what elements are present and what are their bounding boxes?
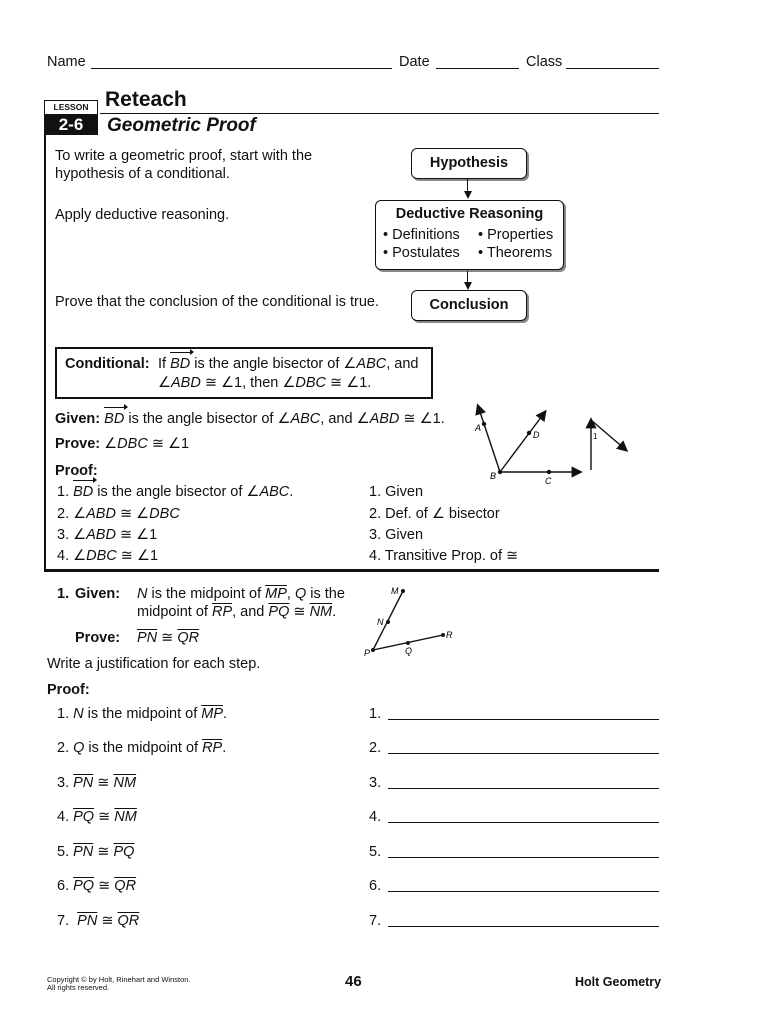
flow-arrow-icon (464, 282, 472, 290)
copyright-line: All rights reserved. (47, 983, 110, 992)
date-label: Date (399, 54, 430, 70)
proof-reason: 4. Transitive Prop. of ≅ (369, 548, 519, 564)
proof-reason: 1. Given (369, 484, 424, 500)
hypothesis-text: To write a geometric proof, start with the hypothesis of a conditional. (55, 148, 313, 182)
section-frame-left (44, 135, 46, 571)
exercise-statement: 2. Q is the midpoint of $\overline{RP}$. (57, 740, 227, 756)
proof-statement: 3. ∠ABD ≅ ∠1 (57, 527, 158, 543)
section-divider (44, 569, 659, 572)
exercise-given-label: Given: (75, 586, 121, 602)
conditional-line-2: ∠ABD ≅ ∠1, then ∠DBC ≅ ∠1. (158, 375, 372, 391)
exercise-proof-label: Proof: (47, 682, 90, 698)
book-title: Holt Geometry (575, 975, 662, 989)
answer-number: 6. (369, 878, 382, 894)
copyright-line: Copyright © by Holt, Rinehart and Winston. (47, 975, 191, 984)
lesson-number: 2-6 (44, 114, 98, 135)
deductive-item: • Theorems (478, 245, 553, 261)
answer-field[interactable] (388, 857, 659, 858)
label-c: C (545, 476, 552, 486)
answer-number: 2. (369, 740, 382, 756)
answer-number: 4. (369, 809, 382, 825)
angle-bisector-figure (460, 400, 640, 490)
exercise-prove-statement: $\overline{PN}$ ≅ $\overline{QR}$ (137, 630, 200, 646)
answer-field[interactable] (388, 891, 659, 892)
example-given: Given: BD is the angle bisector of ∠ABC, and ∠ABD ≅ ∠1. (55, 411, 445, 427)
exercise-statement: 1. N is the midpoint of $\overline{MP}$. (57, 706, 228, 722)
point-c (547, 470, 551, 474)
point-q (406, 641, 410, 645)
deductive-item: • Definitions (383, 227, 460, 243)
conditional-label: Conditional: (65, 356, 150, 372)
prove-label: Prove: (55, 436, 101, 452)
proof-statement: 1. BD is the angle bisector of ∠ABC. (57, 484, 294, 500)
point-d (527, 431, 531, 435)
exercise-prove-label: Prove: (75, 630, 121, 646)
title-rule (100, 113, 659, 114)
conclusion-text: Prove that the conclusion of the conditional is true. (55, 294, 380, 310)
label-m: M (391, 586, 399, 596)
exercise-statement: 4. $\overline{PQ}$ ≅ $\overline{NM}$ (57, 809, 137, 825)
label-r: R (446, 630, 453, 640)
conditional-box (55, 347, 433, 399)
midpoint-figure (355, 582, 465, 662)
point-m (401, 589, 405, 593)
deductive-text: Apply deductive reasoning. (55, 207, 230, 223)
answer-number: 5. (369, 844, 382, 860)
label-n: N (377, 617, 384, 627)
copyright (47, 976, 191, 992)
exercise-given-line-1: N is the midpoint of $\overline{MP}$, Q is the (137, 586, 345, 602)
exercise-statement: 7. $\overline{PN}$ ≅ $\overline{QR}$ (57, 913, 140, 929)
class-field[interactable] (566, 68, 659, 69)
proof-reason: 3. Given (369, 527, 424, 543)
deductive-box (375, 200, 564, 270)
exercise-statement: 6. $\overline{PQ}$ ≅ $\overline{QR}$ (57, 878, 137, 894)
proof-reason: 2. Def. of ∠ bisector (369, 506, 500, 522)
point-n (386, 620, 390, 624)
deductive-box-title: Deductive Reasoning (395, 206, 544, 222)
hypothesis-box-label: Hypothesis (429, 155, 509, 171)
point-p (371, 648, 375, 652)
exercise-given-line-2: midpoint of $\overline{RP}$, and $\overline{PQ}$ ≅ $\overline{NM}$. (137, 604, 337, 620)
exercise-instruction: Write a justification for each step. (47, 656, 261, 672)
page-subtitle: Geometric Proof (107, 115, 256, 136)
point-r (441, 633, 445, 637)
label-a: A (475, 423, 482, 433)
point-b (498, 470, 502, 474)
label-d: D (533, 430, 540, 440)
label-q: Q (405, 646, 413, 656)
label-angle-1: 1 (593, 432, 598, 441)
proof-statement: 4. ∠DBC ≅ ∠1 (57, 548, 159, 564)
conclusion-box (411, 290, 527, 321)
hypothesis-box (411, 148, 527, 179)
answer-field[interactable] (388, 926, 659, 927)
flow-arrow-icon (464, 191, 472, 199)
name-label: Name (47, 54, 86, 70)
conclusion-box-label: Conclusion (429, 297, 509, 313)
conditional-line-1: If BD is the angle bisector of ∠ABC, and (158, 356, 419, 372)
answer-field[interactable] (388, 719, 659, 720)
point-a (482, 422, 486, 426)
label-b: B (490, 471, 497, 481)
answer-field[interactable] (388, 753, 659, 754)
lesson-label: LESSON (44, 100, 98, 115)
deductive-item: • Postulates (383, 245, 460, 261)
deductive-item: • Properties (478, 227, 554, 243)
ray-bd (500, 412, 545, 472)
answer-number: 3. (369, 775, 382, 791)
proof-label: Proof: (55, 463, 98, 479)
exercise-statement: 3. $\overline{PN}$ ≅ $\overline{NM}$ (57, 775, 137, 791)
exercise-number: 1. (57, 586, 70, 602)
ray-ba (478, 406, 500, 472)
answer-field[interactable] (388, 788, 659, 789)
answer-number: 7. (369, 913, 382, 929)
example-prove: Prove: ∠DBC ≅ ∠1 (55, 436, 190, 452)
label-p: P (364, 648, 371, 658)
answer-field[interactable] (388, 822, 659, 823)
given-label: Given: (55, 411, 101, 427)
exercise-statement: 5. $\overline{PN}$ ≅ $\overline{PQ}$ (57, 844, 135, 860)
proof-statement: 2. ∠ABD ≅ ∠DBC (57, 506, 180, 522)
date-field[interactable] (436, 68, 519, 69)
page-title: Reteach (105, 88, 187, 111)
name-field[interactable] (91, 68, 392, 69)
page-number: 46 (345, 973, 362, 990)
class-label: Class (526, 54, 563, 70)
answer-number: 1. (369, 706, 382, 722)
